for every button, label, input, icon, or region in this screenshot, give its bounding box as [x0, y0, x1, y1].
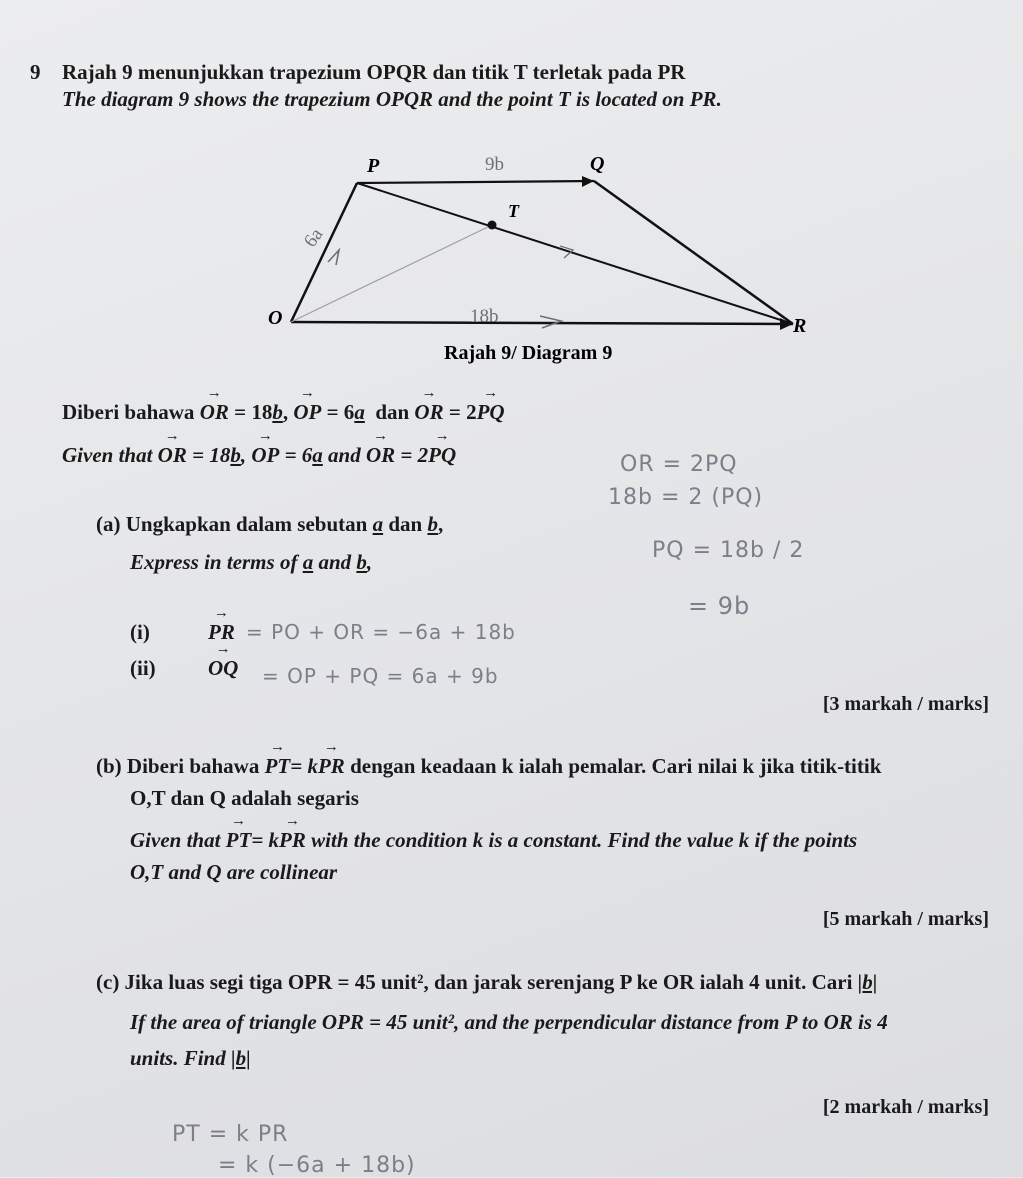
- hw-side-2: 18b = 2 (PQ): [608, 485, 764, 510]
- side-or: [291, 322, 793, 324]
- hw-answer-ii: = OP + PQ = 6a + 9b: [262, 664, 499, 688]
- hw-arrow-op: [328, 250, 339, 265]
- vec-op: → OP: [293, 400, 321, 425]
- given-ms: Diberi bahawa → OR = 18b, → OP = 6a dan → OR = 2→ PQ: [62, 400, 505, 425]
- part-a-ii-label: (ii): [130, 656, 156, 680]
- part-a-i-vec: → PR: [208, 620, 235, 645]
- part-c-marks: [2 markah / marks]: [822, 1096, 989, 1118]
- label-o: O: [268, 307, 283, 329]
- arrowhead-pq: [582, 176, 594, 187]
- vec-or-2: → OR: [414, 400, 443, 425]
- hw-bottom-1: PT = k PR: [172, 1122, 289, 1147]
- hw-label-or: 18b: [470, 306, 499, 327]
- hw-side-1: OR = 2PQ: [620, 452, 738, 477]
- label-q: Q: [590, 153, 605, 175]
- diagram-caption: Rajah 9/ Diagram 9: [444, 342, 613, 364]
- question-title-en: The diagram 9 shows the trapezium OPQR and the point T is located on PR.: [62, 87, 722, 111]
- part-a-ii-vec: → OQ: [208, 656, 238, 681]
- part-c-en-line1: If the area of triangle OPR = 45 unit², and the perpendicular distance from P to OR is 4: [130, 1010, 888, 1034]
- question-title-ms: Rajah 9 menunjukkan trapezium OPQR dan titik T terletak pada PR: [62, 60, 686, 84]
- label-t: T: [508, 201, 519, 221]
- vec-or: → OR: [200, 400, 229, 425]
- question-number: 9: [30, 60, 41, 84]
- hw-side-4: = 9b: [688, 592, 751, 620]
- label-p: P: [367, 155, 380, 177]
- part-b-en-line2: O,T and Q are collinear: [130, 860, 338, 884]
- hw-label-op: 6a: [299, 224, 328, 252]
- point-t: [488, 221, 497, 230]
- hw-arrow-pr: [560, 246, 573, 258]
- part-a-i-label: (i): [130, 620, 150, 644]
- side-qr: [594, 181, 793, 324]
- part-b-ms-line2: O,T dan Q adalah segaris: [130, 786, 359, 810]
- part-a-en: Express in terms of a and b,: [130, 550, 373, 574]
- part-b-marks: [5 markah / marks]: [822, 908, 989, 930]
- hw-bottom-2: = k (−6a + 18b): [218, 1153, 416, 1178]
- vec-pq: → PQ: [477, 400, 505, 425]
- diagonal-pr: [357, 183, 793, 324]
- part-b-ms-line1: (b) Diberi bahawa → PT= k→ PR dengan keadaan k ialah pemalar. Cari nilai k jika titik-titik: [96, 754, 881, 779]
- part-c-en-line2: units. Find |b|: [130, 1046, 251, 1070]
- part-b-en-line1: Given that → PT= k→ PR with the condition k is a constant. Find the value k if the points: [130, 828, 857, 853]
- part-a-ms: (a) Ungkapkan dalam sebutan a dan b,: [96, 512, 444, 536]
- label-r: R: [793, 315, 807, 337]
- trapezium-diagram: [0, 0, 1023, 380]
- side-op: [291, 183, 357, 322]
- given-en: Given that → OR = 18b, → OP = 6a and → OR = 2→ PQ: [62, 443, 456, 468]
- part-c-ms: (c) Jika luas segi tiga OPR = 45 unit², dan jarak serenjang P ke OR ialah 4 unit. Cari |b|: [96, 970, 878, 994]
- part-a-marks: [3 markah / marks]: [822, 693, 989, 715]
- side-pq: [357, 181, 594, 183]
- hw-answer-i: = PO + OR = −6a + 18b: [246, 620, 516, 644]
- hw-side-3: PQ = 18b / 2: [652, 538, 805, 563]
- hw-label-pq: 9b: [485, 154, 504, 175]
